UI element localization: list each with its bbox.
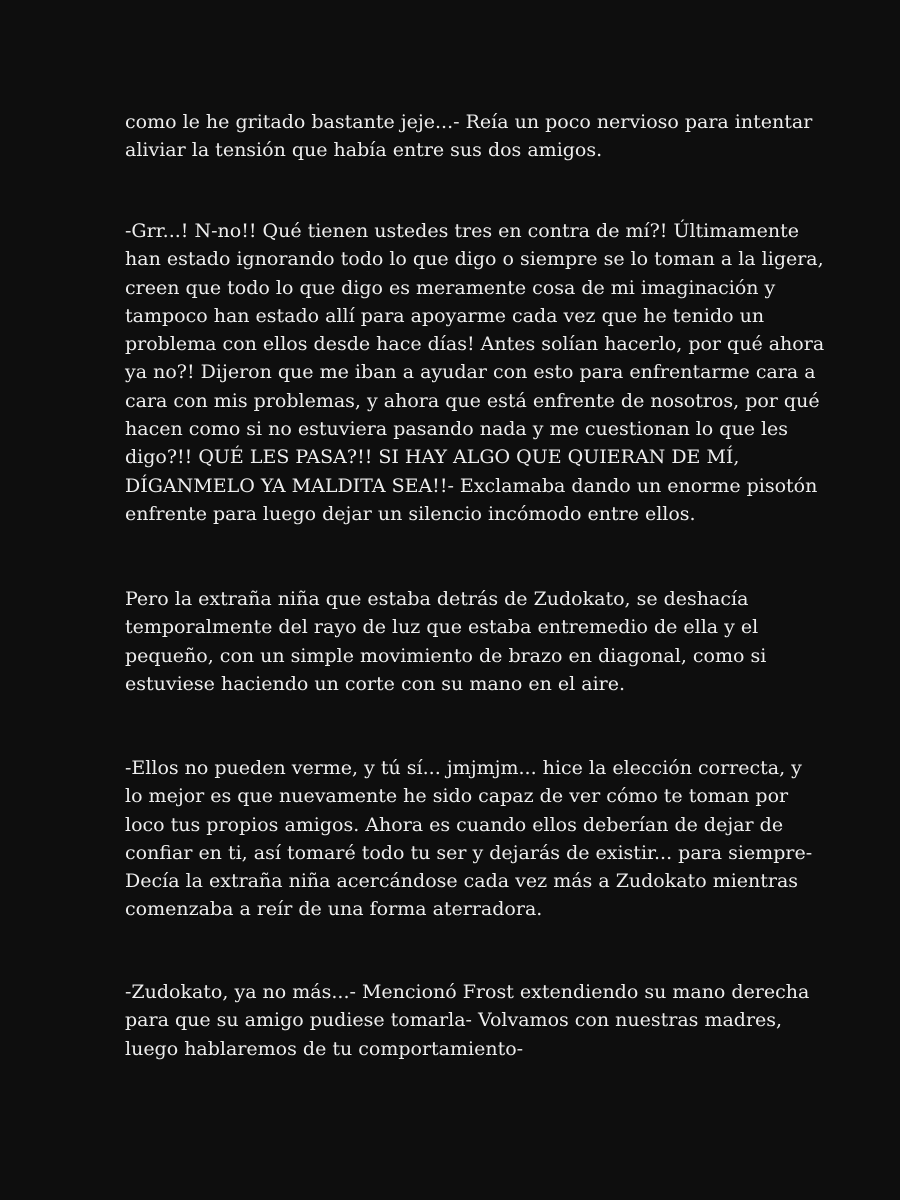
text-line: -Grr...! N-no!! Qué tienen ustedes tres en contra de mí?! Últimamente <box>125 220 799 242</box>
paragraph-2 <box>125 217 825 528</box>
text-line: estuviese haciendo un corte con su mano en el aire. <box>125 672 626 695</box>
text-line: temporalmente del rayo de luz que estaba entremedio de ella y el <box>125 616 759 639</box>
text-line: tampoco han estado allí para apoyarme cada vez que he tenido un <box>125 304 765 327</box>
text-line: problema con ellos desde hace días! Antes solían hacerlo, por qué ahora <box>125 333 825 356</box>
text-line: confiar en ti, así tomaré todo tu ser y dejarás de existir... para siempre- <box>125 841 813 864</box>
paragraph-1 <box>125 108 813 165</box>
text-line: creen que todo lo que digo es meramente cosa de mi imaginación y <box>125 276 776 299</box>
text-line: cara con mis problemas, y ahora que está enfrente de nosotros, por qué <box>125 389 820 412</box>
paragraph-4 <box>125 754 813 924</box>
text-line: loco tus propios amigos. Ahora es cuando ellos deberían de dejar de <box>125 813 784 836</box>
text-line: digo?!! QUÉ LES PASA?!! SI HAY ALGO QUE QUIERAN DE MÍ, <box>125 446 740 469</box>
text-line: para que su amigo pudiese tomarla- Volvamos con nuestras madres, <box>125 1009 783 1032</box>
text-line: ya no?! Dijeron que me iban a ayudar con esto para enfrentarme cara a <box>125 361 816 384</box>
text-line: -Ellos no pueden verme, y tú sí... jmjmjm... hice la elección correcta, y <box>125 757 802 779</box>
paragraph-5 <box>125 978 810 1063</box>
text-line: DÍGANMELO YA MALDITA SEA!!- Exclamaba dando un enorme pisotón <box>125 474 818 497</box>
text-line: Decía la extraña niña acercándose cada vez más a Zudokato mientras <box>125 870 799 893</box>
text-line: Pero la extraña niña que estaba detrás de Zudokato, se deshacía <box>125 588 749 610</box>
text-line: comenzaba a reír de una forma aterradora. <box>125 898 543 921</box>
text-line: como le he gritado bastante jeje...- Reía un poco nervioso para intentar <box>125 111 813 133</box>
text-line: -Zudokato, ya no más...- Mencionó Frost extendiendo su mano derecha <box>125 981 810 1003</box>
paragraph-3 <box>125 585 805 698</box>
text-line: lo mejor es que nuevamente he sido capaz de ver cómo te toman por <box>125 785 789 808</box>
text-line: luego hablaremos de tu comportamiento- <box>125 1037 524 1060</box>
text-line: hacen como si no estuviera pasando nada y me cuestionan lo que les <box>125 418 789 441</box>
text-line: aliviar la tensión que había entre sus dos amigos. <box>125 139 603 162</box>
text-line: pequeño, con un simple movimiento de brazo en diagonal, como si <box>125 644 767 667</box>
text-line: enfrente para luego dejar un silencio incómodo entre ellos. <box>125 502 696 525</box>
text-line: han estado ignorando todo lo que digo o siempre se lo toman a la ligera, <box>125 248 824 271</box>
